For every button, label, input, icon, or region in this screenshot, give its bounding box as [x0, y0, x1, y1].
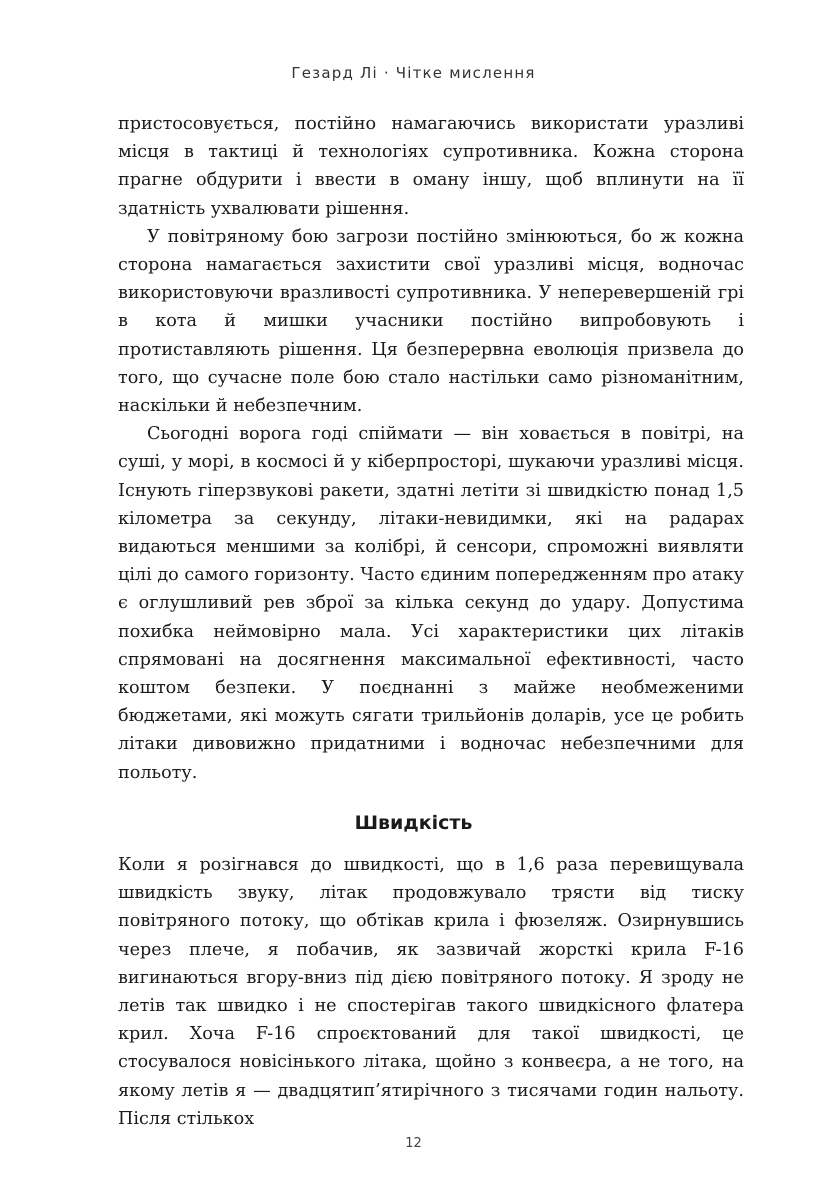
paragraph: Сьогодні ворога годі спіймати — він ховається в повітрі, на суші, у морі, в космосі й у кіберпросторі, шукаючи уразливі місця. Існують гіперзвукові ракети, здатні летіти зі швидкістю понад 1,5 кілометра за секунду, літаки-невидимки, які на радарах видаються меншими за колібрі, й сенсори, спроможні виявляти цілі до самого горизонту. Часто єдиним попередженням про атаку є оглушливий рев зброї за кілька секунд до удару. Допустима похибка неймовірно мала. Усі характеристики цих літаків спрямовані на досягнення максимальної ефективності, часто коштом безпеки. У поєднанні з майже необмеженими бюджетами, які можуть сягати трильйонів доларів, усе це робить літаки дивовижно придатними і водночас небезпечними для польоту. — [118, 424, 744, 783]
page-number: 12 — [405, 1136, 422, 1151]
running-header: Гезард Лі · Чітке мислення — [291, 64, 536, 82]
paragraph: Коли я розігнався до швидкості, що в 1,6 раза перевищувала швидкість звуку, літак продовжувало трясти від тиску повітряного потоку, що обтікав крила і фюзеляж. Озирнувшись через плече, я побачив, як зазвичай жорсткі крила F-16 вигинаються вгору-вниз під дією повітряного потоку. Я зроду не летів так швидко і не спостерігав такого швидкісного флатера крил. Хоча F-16 спроєктований для такої швидкості, це стосувалося новісінького літака, щойно з конвеєра, а не того, на якому летів я — двадцятип’ятирічного з тисячами годин нальоту. Після стількох — [118, 855, 744, 1129]
paragraph: пристосовується, постійно намагаючись використати уразливі місця в тактиці й технологіях супротивника. Кожна сторона прагне обдурити і ввести в оману іншу, щоб вплинути на її здатність ухвалювати рішення. — [118, 114, 744, 219]
section-heading: Швидкість — [354, 812, 473, 834]
paragraph: У повітряному бою загрози постійно змінюються, бо ж кожна сторона намагається захистити свої уразливі місця, водночас використовуючи вразливості супротивника. У неперевершеній грі в кота й мишки учасники постійно випробовують і протиставляють рішення. Ця безперервна еволюція призвела до того, що сучасне поле бою стало настільки само різноманітним, наскільки й небезпечним. — [118, 226, 744, 417]
body-text-top — [118, 110, 744, 787]
body-text-bottom — [118, 851, 744, 1133]
